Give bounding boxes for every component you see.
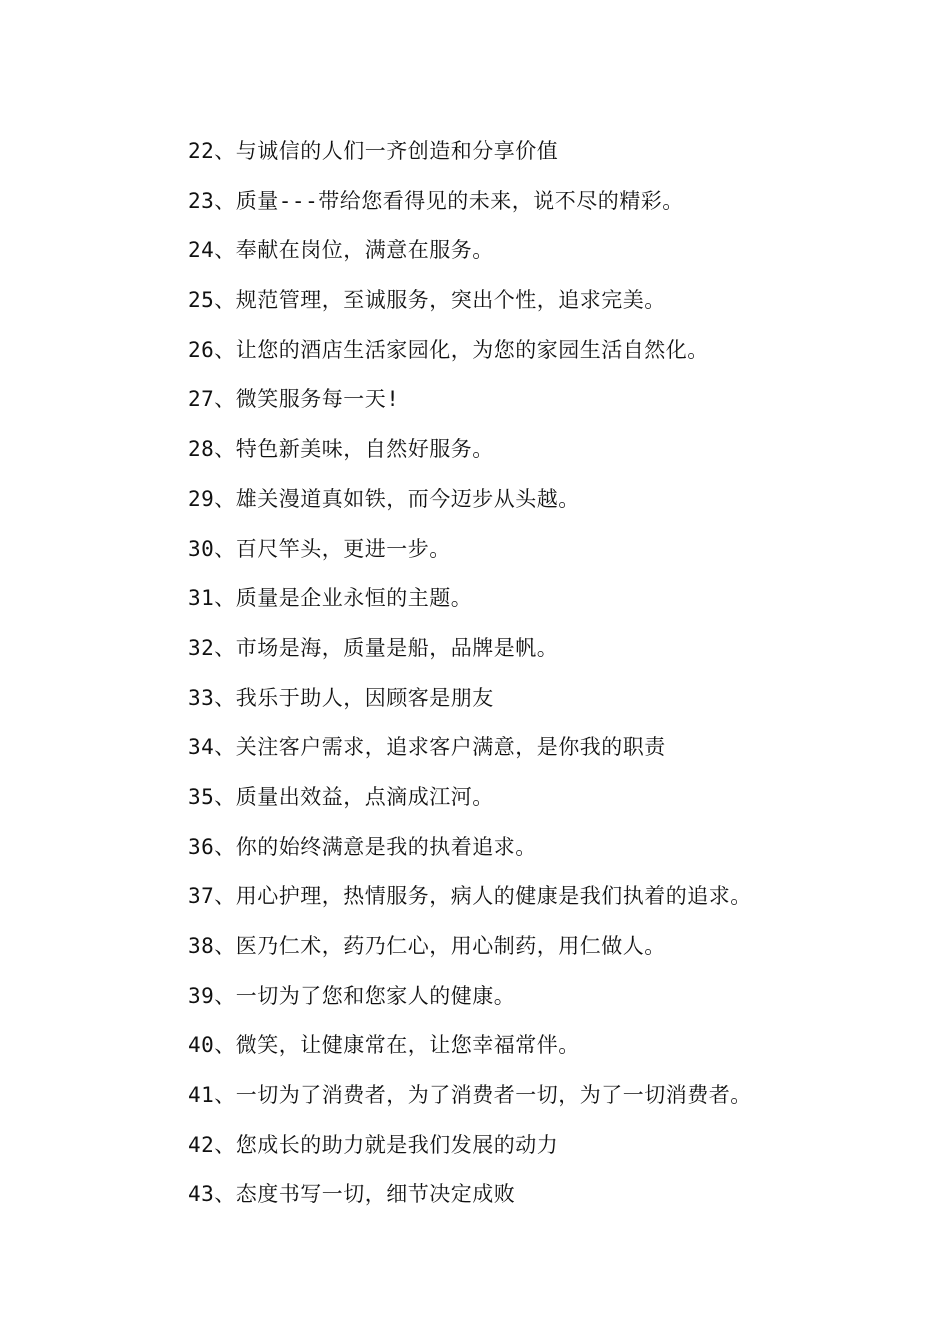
list-item: 27、微笑服务每一天! (188, 387, 400, 412)
list-item: 31、质量是企业永恒的主题。 (188, 586, 473, 611)
list-item: 26、让您的酒店生活家园化，为您的家园生活自然化。 (188, 337, 709, 362)
list-item: 40、微笑，让健康常在，让您幸福常伴。 (188, 1033, 580, 1058)
list-item: 32、市场是海，质量是船，品牌是帆。 (188, 635, 559, 660)
list-item: 39、一切为了您和您家人的健康。 (188, 983, 516, 1008)
list-item: 42、您成长的助力就是我们发展的动力 (188, 1132, 559, 1157)
list-item: 30、百尺竿头，更进一步。 (188, 536, 451, 561)
slogan-list (188, 134, 888, 1227)
list-item: 25、规范管理，至诚服务，突出个性，追求完美。 (188, 288, 666, 313)
list-item: 33、我乐于助人，因顾客是朋友 (188, 685, 494, 710)
list-item: 22、与诚信的人们一齐创造和分享价值 (188, 139, 559, 163)
list-item: 41、一切为了消费者，为了消费者一切，为了一切消费者。 (188, 1083, 752, 1108)
list-item: 43、态度书写一切，细节决定成败 (188, 1182, 516, 1207)
list-item: 24、奉献在岗位，满意在服务。 (188, 238, 494, 263)
list-item: 37、用心护理，热情服务，病人的健康是我们执着的追求。 (188, 884, 752, 909)
list-item: 38、医乃仁术，药乃仁心，用心制药，用仁做人。 (188, 934, 666, 958)
list-item: 29、雄关漫道真如铁，而今迈步从头越。 (188, 486, 580, 511)
list-item: 34、关注客户需求，追求客户满意，是你我的职责 (188, 735, 666, 760)
list-item: 28、特色新美味，自然好服务。 (188, 437, 494, 462)
list-item: 36、你的始终满意是我的执着追求。 (188, 834, 537, 859)
list-item: 23、质量---带给您看得见的未来，说不尽的精彩。 (188, 188, 684, 213)
list-item: 35、质量出效益，点滴成江河。 (188, 784, 494, 809)
